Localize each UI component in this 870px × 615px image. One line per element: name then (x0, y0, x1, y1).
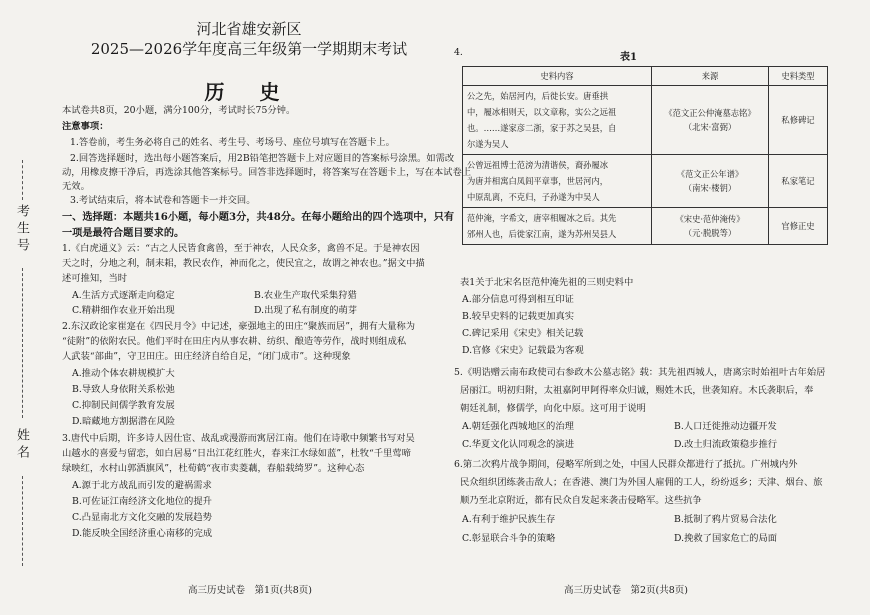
question-2-line: “徒附”的依附农民。他们平时在田庄内从事农耕、纺织、酿造等劳作，战时则组成私 (62, 336, 407, 347)
region-title: 河北省雄安新区 (196, 20, 302, 38)
q5-option-d[interactable]: D.改土归流政策稳步推行 (674, 439, 778, 450)
exam-intro: 本试卷共8页，20小题，满分100分，考试时长75分钟。 (62, 105, 296, 116)
cell-line: 《范文正公仲淹墓志铭》 (664, 108, 756, 118)
header-cell: 史料类型 (769, 67, 828, 86)
q5-option-a[interactable]: A.朝廷强化西城地区的治理 (462, 421, 574, 432)
notes-title: 注意事项： (62, 121, 109, 132)
question-5-line: 居丽江。明初归附，太祖嘉阿甲阿得率众归诚，赐姓木氏，世袭知府。木氏袭职后，奉 (460, 385, 814, 396)
question-5-line: 朝廷礼制，修儒学，向化中原。这可用于说明 (460, 403, 646, 414)
q2-option-a[interactable]: A.推动个体农耕规模扩大 (72, 368, 175, 379)
note-line: 2.回答选择题时，选出每小题答案后，用2B铅笔把答题卡上对应题目的答案标号涂黑。如需改 (70, 153, 455, 164)
q3-option-d[interactable]: D.能反映全国经济重心南移的完成 (72, 528, 213, 539)
note-line: 动，用橡皮擦干净后，再选涂其他答案标号。回答非选择题时，将答案写在答题卡上，写在本试卷上 (62, 167, 472, 178)
page-footer: 高三历史试卷 第2页(共8页) (564, 585, 689, 596)
note-line: 3.考试结束后，将本试卷和答题卡一并交回。 (70, 195, 256, 206)
question-1-line: 1.《白虎通义》云：“古之人民皆食禽兽，至于神农，人民众多，禽兽不足。于是神农因 (62, 243, 420, 254)
cell-line: （北宋·富弼） (683, 122, 737, 132)
q4-option-a[interactable]: A.部分信息可得到相互印证 (462, 294, 574, 305)
source-cell (652, 208, 769, 245)
cut-line (22, 160, 23, 200)
content-cell (463, 155, 652, 208)
cut-line (22, 476, 23, 566)
question-4-number: 4. (454, 47, 463, 58)
type-cell: 私修碑记 (769, 86, 828, 155)
q3-option-b[interactable]: B.可佐证江南经济文化地位的提升 (72, 496, 212, 507)
question-3-line: 3.唐代中后期，许多诗人因仕宦、战乱或漫游而寓居江南。他们在诗歌中频繁书写对吴 (62, 433, 415, 444)
q4-option-b[interactable]: B.较早史料的记载更加真实 (462, 311, 575, 322)
question-4-stem: 表1关于北宋名臣范仲淹先祖的三则史料中 (460, 277, 634, 288)
subject-title: 历 史 (204, 80, 294, 104)
source-cell (652, 86, 769, 155)
q6-option-c[interactable]: C.彰显联合斗争的策略 (462, 533, 556, 544)
table-header-row (463, 67, 828, 86)
cut-line (22, 268, 23, 418)
section-heading: 一、选择题：本题共16小题，每小题3分，共48分。在每小题给出的四个选项中，只有 (62, 211, 455, 223)
cell-line: 《范文正公年谱》 (676, 169, 744, 179)
cell-line: 中原乱离，不克归，子孙遂为中吴人 (467, 192, 600, 202)
question-6-line: 顺乃至北京附近，都有民众自发起来袭击侵略军。这些抗争 (460, 495, 702, 506)
q2-option-b[interactable]: B.导致人身依附关系松弛 (72, 384, 175, 395)
q6-option-b[interactable]: B.抵制了鸦片贸易合法化 (674, 514, 777, 525)
content-cell (463, 208, 652, 245)
cell-line: 公曾远祖博士范滂为清谐侯，裔孙履冰 (467, 160, 609, 170)
cell-line: 也。……遂家彦二浙，家于苏之吴县，自 (467, 123, 617, 133)
cell-line: 范仲淹，字希文，唐宰相履冰之后。其先 (467, 213, 617, 223)
cell-line: （元·脱脱等） (683, 228, 737, 238)
q1-option-c[interactable]: C.精耕细作农业开始出现 (72, 305, 175, 316)
question-5-line: 5.《明诰赠云南布政使司右参政木公墓志铭》载：其先祖西城人，唐离宗时始祖叶古年始居 (454, 367, 826, 378)
exam-number-label: 考生号 (14, 204, 29, 255)
type-cell: 官修正史 (769, 208, 828, 245)
cell-line: 《宋史·范仲淹传》 (675, 214, 745, 224)
content-cell (463, 86, 652, 155)
page-2 (452, 0, 862, 615)
cell-line: 尔遂为吴人 (467, 139, 509, 149)
table-row (463, 208, 828, 245)
cell-line: 公之先，始居河内，后徙长安。唐垂拱 (467, 91, 609, 101)
cell-line: 为唐并相寓白凤闾平章事，世居河内， (467, 176, 609, 186)
q2-option-c[interactable]: C.抑制民间儒学教育发展 (72, 400, 175, 411)
q2-option-d[interactable]: D.暗藏地方割据潜在风险 (72, 416, 176, 427)
cell-line: 中，履冰相则天，以文章称，实公之远祖 (467, 107, 617, 117)
q3-option-c[interactable]: C.凸显南北方文化交融的发展趋势 (72, 512, 212, 523)
q1-option-a[interactable]: A.生活方式逐渐走向稳定 (72, 290, 175, 301)
q6-option-a[interactable]: A.有利于维护民族生存 (462, 514, 556, 525)
table-row (463, 155, 828, 208)
cell-line: （南宋·楼钥） (683, 183, 737, 193)
binding-strip (0, 0, 44, 615)
q5-option-b[interactable]: B.人口迁徙推动边疆开发 (674, 421, 777, 432)
question-6-line: 民众组织团练袭击敌人；在香港、澳门为外国人雇佣的工人，纷纷返乡；天津、烟台、旅 (460, 477, 823, 488)
question-1-line: 天之时，分地之利，制耒耜，教民农作，神而化之，使民宜之，故谓之神农也。”据文中描 (62, 258, 425, 269)
source-table (462, 66, 828, 245)
q1-option-b[interactable]: B.农业生产取代采集狩猎 (254, 290, 357, 301)
cell-line: 邠州人也，后徙家江南，遂为苏州吴县人 (467, 229, 617, 239)
q4-option-c[interactable]: C.碑记采用《宋史》相关记载 (462, 328, 584, 339)
question-6-line: 6.第二次鸦片战争期间，侵略军所到之处，中国人民群众都进行了抵抗。广州城内外 (454, 459, 798, 470)
type-cell: 私家笔记 (769, 155, 828, 208)
question-2-line: 人武装“部曲”，守卫田庄。田庄经济自给自足，“闭门成市”。这种现象 (62, 351, 351, 362)
question-1-line: 述可推知，当时 (62, 273, 128, 284)
header-cell: 史料内容 (463, 67, 652, 86)
section-heading: 一项是最符合题目要求的。 (62, 227, 185, 239)
q3-option-a[interactable]: A.源于北方战乱而引发的避祸需求 (72, 480, 212, 491)
table-row (463, 86, 828, 155)
question-2-line: 2.东汉政论家崔寔在《四民月令》中记述，豪强地主的田庄“聚族而居”，拥有大量称为 (62, 321, 416, 332)
question-3-line: 山越水的喜爱与留恋，如白居易“日出江花红胜火，春来江水绿如蓝”，杜牧“千里莺啼 (62, 448, 411, 459)
q6-option-d[interactable]: D.挽救了国家危亡的局面 (674, 533, 778, 544)
q5-option-c[interactable]: C.华夏文化认同观念的演进 (462, 439, 575, 450)
table-label: 表1 (620, 52, 637, 63)
page-footer: 高三历史试卷 第1页(共8页) (188, 585, 313, 596)
q1-option-d[interactable]: D.出现了私有制度的萌芽 (254, 305, 358, 316)
name-label: 姓名 (14, 428, 29, 462)
exam-title: 2025—2026学年度高三年级第一学期期末考试 (90, 40, 408, 58)
note-line: 1.答卷前，考生务必将自己的姓名、考生号、考场号、座位号填写在答题卡上。 (70, 137, 395, 148)
source-cell (652, 155, 769, 208)
q4-option-d[interactable]: D.官修《宋史》记载最为客观 (462, 345, 584, 356)
note-line: 无效。 (62, 181, 90, 192)
question-3-line: 绿映红，水村山郭酒旗风”，杜荀鹤“夜市卖菱藕，春船载绮罗”。这种心态 (62, 463, 365, 474)
header-cell: 来源 (652, 67, 769, 86)
page-1 (48, 0, 472, 615)
